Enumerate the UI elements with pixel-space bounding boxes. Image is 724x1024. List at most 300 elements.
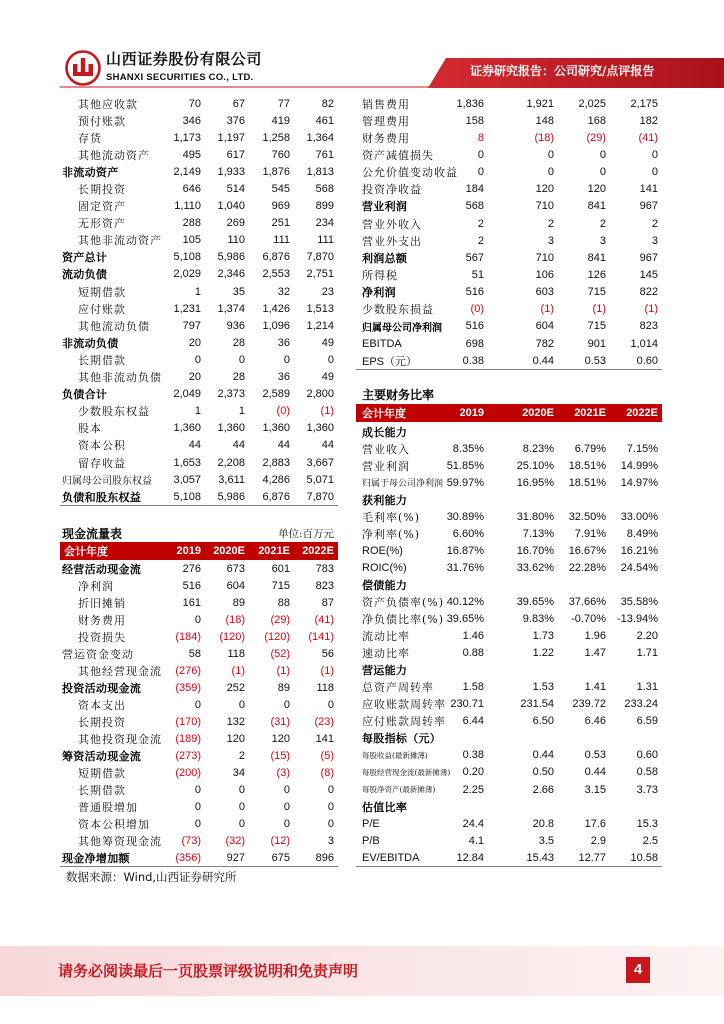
row-value: 1,653	[173, 456, 201, 469]
row-value: 148	[535, 114, 554, 127]
table-row	[356, 95, 662, 112]
row-value: 88	[277, 596, 290, 609]
header-year-cell: 2021E	[258, 545, 290, 557]
row-label: 存货	[78, 131, 102, 145]
row-label: 筹资活动现金流	[62, 749, 142, 763]
row-value: 1,876	[262, 165, 290, 178]
table-row	[356, 542, 662, 559]
table-row	[60, 180, 338, 197]
row-value: 32.50%	[568, 510, 606, 523]
table-row	[60, 95, 338, 112]
row-value: 0	[194, 698, 201, 711]
section-row	[60, 488, 338, 505]
row-label: 长期投资	[78, 183, 126, 197]
table-row	[356, 181, 662, 198]
row-label: 固定资产	[78, 200, 126, 214]
row-value: (41)	[314, 613, 334, 626]
row-value: 1.96	[584, 630, 606, 643]
header-label-cell: 会计年度	[362, 407, 406, 420]
row-value: 0	[238, 353, 245, 366]
row-value: 783	[315, 562, 334, 575]
disclaimer-notice: 请务必阅读最后一页股票评级说明和免责声明	[58, 962, 359, 980]
row-value: 761	[315, 148, 334, 161]
row-value: 8.23%	[522, 442, 554, 455]
section-row	[60, 679, 338, 696]
row-value: 233.24	[624, 698, 658, 711]
row-label: 资本公积增加	[78, 817, 150, 831]
row-value: 604	[226, 579, 245, 592]
table-row	[60, 437, 338, 454]
table-row	[60, 815, 338, 832]
section-row	[356, 798, 662, 815]
row-label: 其他投资现金流	[78, 732, 162, 746]
header-year-cell: 2020E	[213, 545, 245, 557]
row-value: (0)	[276, 405, 290, 418]
row-value: 6,876	[262, 490, 290, 503]
table-row	[356, 559, 662, 576]
row-value: 936	[226, 319, 245, 332]
row-label: EV/EBITDA	[362, 851, 420, 864]
table-row	[356, 679, 662, 696]
row-value: 33.00%	[620, 510, 658, 523]
row-value: 514	[226, 183, 245, 196]
row-value: (5)	[320, 749, 334, 762]
table-row	[60, 454, 338, 471]
row-value: 5,986	[217, 251, 245, 264]
table-row	[356, 815, 662, 832]
row-label: 股本	[78, 422, 102, 436]
row-value: 2	[547, 217, 554, 230]
row-value: 39.65%	[516, 595, 554, 608]
row-value: 967	[639, 251, 658, 264]
row-label: 留存收益	[78, 456, 126, 470]
row-value: 2.5	[642, 834, 658, 847]
table-row	[356, 266, 662, 283]
row-value: 1,513	[306, 302, 334, 315]
row-value: 1.31	[636, 681, 658, 694]
row-label: 非流动负债	[62, 336, 119, 350]
table-row	[60, 662, 338, 679]
row-value: 12.84	[456, 851, 484, 864]
row-value: 20.8	[532, 817, 554, 830]
row-value: 0.53	[584, 749, 606, 762]
row-value: 6.50	[532, 715, 554, 728]
row-label: 应收账款周转率	[362, 698, 446, 712]
row-label: 所得税	[362, 268, 398, 282]
ratios-header-row	[356, 404, 662, 422]
row-value: 234	[315, 217, 334, 230]
row-value: 1,040	[217, 200, 245, 213]
table-row	[60, 351, 338, 368]
row-value: 2.20	[636, 630, 658, 643]
company-name-en: SHANXI SECURITIES CO., LTD.	[106, 72, 254, 83]
row-value: 3.5	[538, 834, 554, 847]
row-value: 2.9	[590, 834, 606, 847]
row-value: (1)	[592, 303, 606, 316]
row-value: 1,197	[217, 131, 245, 144]
table-row	[60, 420, 338, 437]
table-row	[356, 232, 662, 249]
row-value: 251	[271, 217, 290, 230]
row-value: 2,751	[306, 268, 334, 281]
table-row	[356, 301, 662, 318]
table-row	[60, 713, 338, 730]
row-value: 3,611	[218, 473, 245, 486]
row-label: 资产减值损失	[362, 148, 434, 162]
row-value: 0.38	[462, 354, 484, 367]
row-value: 0	[194, 613, 201, 626]
row-value: 1,360	[262, 422, 290, 435]
row-value: 14.97%	[620, 476, 658, 489]
row-value: 8.35%	[452, 442, 484, 455]
row-value: 118	[316, 681, 334, 694]
row-value: 14.99%	[620, 459, 658, 472]
table-row	[60, 283, 338, 300]
row-value: 0.50	[532, 766, 554, 779]
row-value: 141	[639, 183, 658, 196]
row-value: (1)	[644, 303, 658, 316]
row-label: 偿债能力	[362, 578, 408, 592]
row-value: 1,014	[630, 337, 658, 350]
section-row	[356, 249, 662, 266]
row-label: 流动比率	[362, 630, 410, 644]
row-value: (41)	[638, 131, 658, 144]
table-row	[60, 832, 338, 849]
row-label: 其他非流动负债	[78, 371, 162, 385]
table-row	[60, 215, 338, 232]
row-value: (3)	[276, 766, 290, 779]
income-statement-table	[356, 95, 662, 370]
row-value: 7.15%	[626, 442, 658, 455]
row-value: 20	[188, 336, 201, 349]
row-label: 经营活动现金流	[62, 562, 142, 576]
row-label: 归属于母公司净利润	[362, 479, 444, 490]
row-value: 0.38	[462, 749, 484, 762]
row-value: (1)	[540, 303, 554, 316]
row-value: 118	[227, 647, 245, 660]
row-value: 1,836	[456, 97, 484, 110]
row-value: 33.62%	[516, 561, 554, 574]
row-label: 估值比率	[362, 800, 408, 814]
row-value: 0	[547, 148, 554, 161]
row-value: 797	[182, 319, 201, 332]
row-value: 39.65%	[446, 613, 484, 626]
row-value: 2,883	[262, 456, 290, 469]
section-row	[60, 249, 338, 266]
header-year-cell: 2021E	[574, 407, 606, 419]
row-value: 239.72	[572, 698, 606, 711]
table-row	[60, 198, 338, 215]
row-value: 8.49%	[626, 527, 658, 540]
row-value: 35	[232, 285, 245, 298]
row-value: 0	[283, 698, 290, 711]
row-value: 161	[182, 596, 201, 609]
table-row	[356, 508, 662, 525]
row-value: 16.70%	[516, 544, 554, 557]
row-value: 567	[465, 251, 484, 264]
company-name-cn: 山西证券股份有限公司	[106, 50, 263, 68]
section-row	[356, 662, 662, 679]
table-row	[60, 730, 338, 747]
row-value: 0	[651, 148, 658, 161]
row-value: 715	[587, 286, 606, 299]
row-value: 32	[277, 285, 290, 298]
row-value: 7.91%	[574, 527, 606, 540]
row-label: 营业利润	[362, 459, 410, 473]
row-value: 782	[535, 337, 554, 350]
row-value: 0.44	[532, 749, 554, 762]
row-label: 公允价值变动收益	[362, 166, 458, 180]
table-row	[60, 798, 338, 815]
row-value: 969	[271, 200, 290, 213]
row-label: EBITDA	[362, 337, 402, 350]
table-row	[356, 696, 662, 713]
row-value: 70	[188, 97, 201, 110]
row-value: 603	[535, 286, 554, 299]
row-label: 应付账款	[78, 302, 126, 316]
row-value: (32)	[225, 834, 245, 847]
row-value: 3	[651, 234, 658, 247]
row-value: 823	[315, 579, 334, 592]
row-value: (73)	[181, 834, 201, 847]
row-value: 1,426	[262, 302, 290, 315]
row-value: 6.44	[462, 715, 484, 728]
table-row	[356, 764, 662, 781]
row-label: 每股指标（元）	[362, 732, 442, 746]
row-value: -0.70%	[571, 613, 606, 626]
row-value: 56	[321, 647, 334, 660]
row-value: 17.6	[584, 817, 606, 830]
table-row	[356, 525, 662, 542]
row-label: 销售费用	[362, 97, 410, 111]
row-value: 2,025	[578, 97, 606, 110]
row-label: 资产负债率(%)	[362, 595, 445, 609]
row-value: 841	[587, 251, 606, 264]
row-value: 49	[321, 336, 334, 349]
row-value: 9.83%	[522, 613, 554, 626]
row-label: 应付账款周转率	[362, 715, 446, 729]
row-value: (200)	[175, 766, 201, 779]
row-value: (8)	[320, 766, 334, 779]
table-row	[356, 164, 662, 181]
row-value: 901	[587, 337, 606, 350]
header-year-cell: 2022E	[626, 407, 658, 419]
row-label: 净利润	[362, 286, 396, 300]
row-value: 0	[238, 800, 245, 813]
source-note: 数据来源：Wind,山西证券研究所	[66, 870, 237, 884]
table-row	[60, 232, 338, 249]
row-label: 净利润	[78, 579, 114, 593]
section-row	[60, 334, 338, 351]
row-label: ROE(%)	[362, 544, 403, 557]
row-value: 0	[283, 817, 290, 830]
table-row	[60, 317, 338, 334]
row-value: 675	[271, 851, 290, 864]
row-value: 0	[327, 353, 334, 366]
section-row	[60, 163, 338, 180]
row-label: 负债合计	[62, 388, 108, 402]
row-label: 其他应收款	[78, 97, 138, 111]
row-label: 投资净收益	[362, 183, 422, 197]
row-label: 普通股增加	[78, 800, 138, 814]
row-value: 4.1	[468, 834, 484, 847]
row-value: 899	[315, 200, 334, 213]
row-value: 16.95%	[516, 476, 554, 489]
row-value: 82	[321, 97, 334, 110]
table-row	[356, 474, 662, 491]
row-value: 110	[227, 234, 245, 247]
row-value: 2	[599, 217, 606, 230]
row-label: 归属母公司股东权益	[62, 476, 152, 488]
row-label: 营业外收入	[362, 217, 422, 231]
table-row	[60, 369, 338, 386]
row-value: 15.3	[636, 817, 658, 830]
row-value: (1)	[320, 405, 334, 418]
row-value: (12)	[270, 834, 290, 847]
row-value: 0	[238, 698, 245, 711]
row-value: 276	[182, 562, 201, 575]
row-value: 1,214	[306, 319, 334, 332]
row-value: 120	[271, 732, 290, 745]
row-value: 2	[238, 749, 245, 762]
row-value: 2,346	[217, 268, 245, 281]
row-value: 1,173	[173, 131, 201, 144]
table-row	[356, 129, 662, 146]
row-value: 44	[277, 439, 290, 452]
row-value: 49	[321, 371, 334, 384]
row-value: 2.25	[462, 783, 484, 796]
row-value: 461	[315, 114, 334, 127]
row-value: 0	[238, 817, 245, 830]
table-row	[356, 215, 662, 232]
table-row	[356, 112, 662, 129]
row-value: 7,870	[306, 490, 334, 503]
table-row	[60, 112, 338, 129]
row-value: 51.85%	[446, 459, 484, 472]
table-row	[60, 645, 338, 662]
row-value: 0.60	[636, 354, 658, 367]
row-value: 10.58	[630, 851, 658, 864]
row-value: 44	[232, 439, 245, 452]
table-row	[60, 594, 338, 611]
row-value: (120)	[264, 630, 290, 643]
row-value: 0	[327, 800, 334, 813]
row-value: 126	[587, 268, 606, 281]
row-value: 141	[315, 732, 334, 745]
row-label: 非流动资产	[62, 165, 119, 179]
table-row	[356, 832, 662, 849]
row-value: 1,258	[262, 131, 290, 144]
row-value: 3	[547, 234, 554, 247]
row-value: 22.28%	[568, 561, 606, 574]
row-value: 44	[321, 439, 334, 452]
row-label: 短期借款	[78, 766, 126, 780]
row-value: 0	[599, 166, 606, 179]
row-value: 0	[599, 148, 606, 161]
row-value: 36	[277, 371, 290, 384]
row-value: 2	[477, 234, 484, 247]
row-value: 120	[535, 183, 554, 196]
row-value: 77	[277, 97, 290, 110]
row-value: 269	[226, 217, 245, 230]
section-row	[356, 198, 662, 215]
row-value: 0	[327, 817, 334, 830]
row-value: 760	[271, 148, 290, 161]
row-label: 其他流动资产	[78, 148, 150, 162]
table-row	[356, 352, 662, 369]
row-value: 168	[587, 114, 606, 127]
row-value: 927	[226, 851, 245, 864]
cash-flow-table	[60, 560, 338, 867]
row-value: 1,364	[306, 131, 334, 144]
row-value: 20	[188, 371, 201, 384]
row-label: 财务费用	[362, 131, 410, 145]
row-value: 3	[599, 234, 606, 247]
cash-flow-title: 现金流量表	[62, 527, 123, 541]
row-label: 长期借款	[78, 783, 126, 797]
row-value: 0	[194, 783, 201, 796]
row-value: 1,921	[526, 97, 554, 110]
row-value: (31)	[270, 715, 290, 728]
row-value: (359)	[175, 681, 201, 694]
table-row	[356, 645, 662, 662]
row-label: 少数股东权益	[78, 405, 150, 419]
row-value: 111	[317, 234, 334, 247]
row-value: 31.76%	[446, 561, 484, 574]
row-value: 51	[471, 268, 484, 281]
row-value: 3	[327, 834, 334, 847]
row-value: -13.94%	[617, 613, 658, 626]
row-value: 0.44	[584, 766, 606, 779]
row-value: 15.43	[526, 851, 554, 864]
row-value: 2	[477, 217, 484, 230]
row-value: 0	[283, 353, 290, 366]
row-value: 5,108	[173, 490, 201, 503]
row-value: 6,876	[262, 251, 290, 264]
row-value: 105	[182, 234, 201, 247]
row-label: 营业收入	[362, 442, 410, 456]
row-value: 715	[587, 320, 606, 333]
row-label: 其他筹资现金流	[78, 834, 162, 848]
row-value: 231.54	[520, 698, 554, 711]
row-label: 长期借款	[78, 353, 126, 367]
table-row	[356, 747, 662, 764]
row-value: 1,360	[217, 422, 245, 435]
row-value: 710	[535, 200, 554, 213]
table-row	[356, 781, 662, 798]
row-label: 负债和股东权益	[62, 490, 142, 504]
row-value: 1	[238, 405, 245, 418]
table-row	[356, 713, 662, 730]
row-value: (0)	[470, 303, 484, 316]
row-value: 59.97%	[446, 476, 484, 489]
header-year-cell: 2020E	[522, 407, 554, 419]
section-row	[60, 747, 338, 764]
row-value: 1.53	[532, 681, 554, 694]
row-label: 折旧摊销	[78, 596, 126, 610]
row-label: 投资损失	[78, 630, 126, 644]
row-value: (52)	[270, 647, 290, 660]
row-value: (1)	[276, 664, 290, 677]
row-value: 1,813	[306, 165, 334, 178]
row-value: 230.71	[450, 698, 484, 711]
row-value: (1)	[231, 664, 245, 677]
cash-flow-header-row	[60, 542, 338, 560]
row-value: 0	[327, 698, 334, 711]
row-value: 1,231	[173, 302, 201, 315]
row-value: 0	[477, 166, 484, 179]
row-label: 其他流动负债	[78, 319, 150, 333]
